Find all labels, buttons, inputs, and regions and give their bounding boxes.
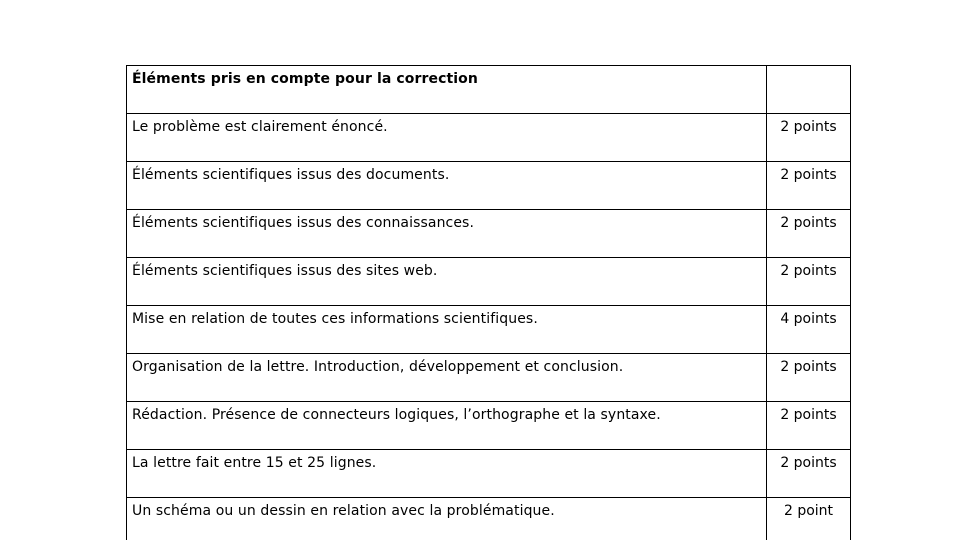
points-cell: 2 points [767, 210, 851, 258]
criterion-cell: Le problème est clairement énoncé. [127, 114, 767, 162]
criterion-cell: Un schéma ou un dessin en relation avec la problématique. [127, 498, 767, 540]
table-row [127, 450, 851, 498]
table-header-row [127, 66, 851, 114]
criterion-cell: Rédaction. Présence de connecteurs logiques, l’orthographe et la syntaxe. [127, 402, 767, 450]
table-row [127, 114, 851, 162]
criterion-cell: Mise en relation de toutes ces informations scientifiques. [127, 306, 767, 354]
criterion-cell: Éléments scientifiques issus des documents. [127, 162, 767, 210]
points-cell: 2 point [767, 498, 851, 540]
criterion-cell: Éléments scientifiques issus des sites web. [127, 258, 767, 306]
points-cell: 2 points [767, 114, 851, 162]
points-cell: 2 points [767, 354, 851, 402]
table-row [127, 162, 851, 210]
points-cell: 2 points [767, 258, 851, 306]
table-row [127, 210, 851, 258]
criterion-cell: Éléments scientifiques issus des connaissances. [127, 210, 767, 258]
criterion-cell: La lettre fait entre 15 et 25 lignes. [127, 450, 767, 498]
grading-table [126, 65, 851, 540]
criterion-cell: Organisation de la lettre. Introduction, développement et conclusion. [127, 354, 767, 402]
table-row [127, 498, 851, 540]
table-row [127, 354, 851, 402]
points-cell: 2 points [767, 402, 851, 450]
points-cell: 2 points [767, 450, 851, 498]
table-row [127, 258, 851, 306]
points-cell: 2 points [767, 162, 851, 210]
header-points-cell [767, 66, 851, 114]
table-row [127, 306, 851, 354]
table-row [127, 402, 851, 450]
points-cell: 4 points [767, 306, 851, 354]
header-criterion-cell: Éléments pris en compte pour la correction [127, 66, 767, 114]
